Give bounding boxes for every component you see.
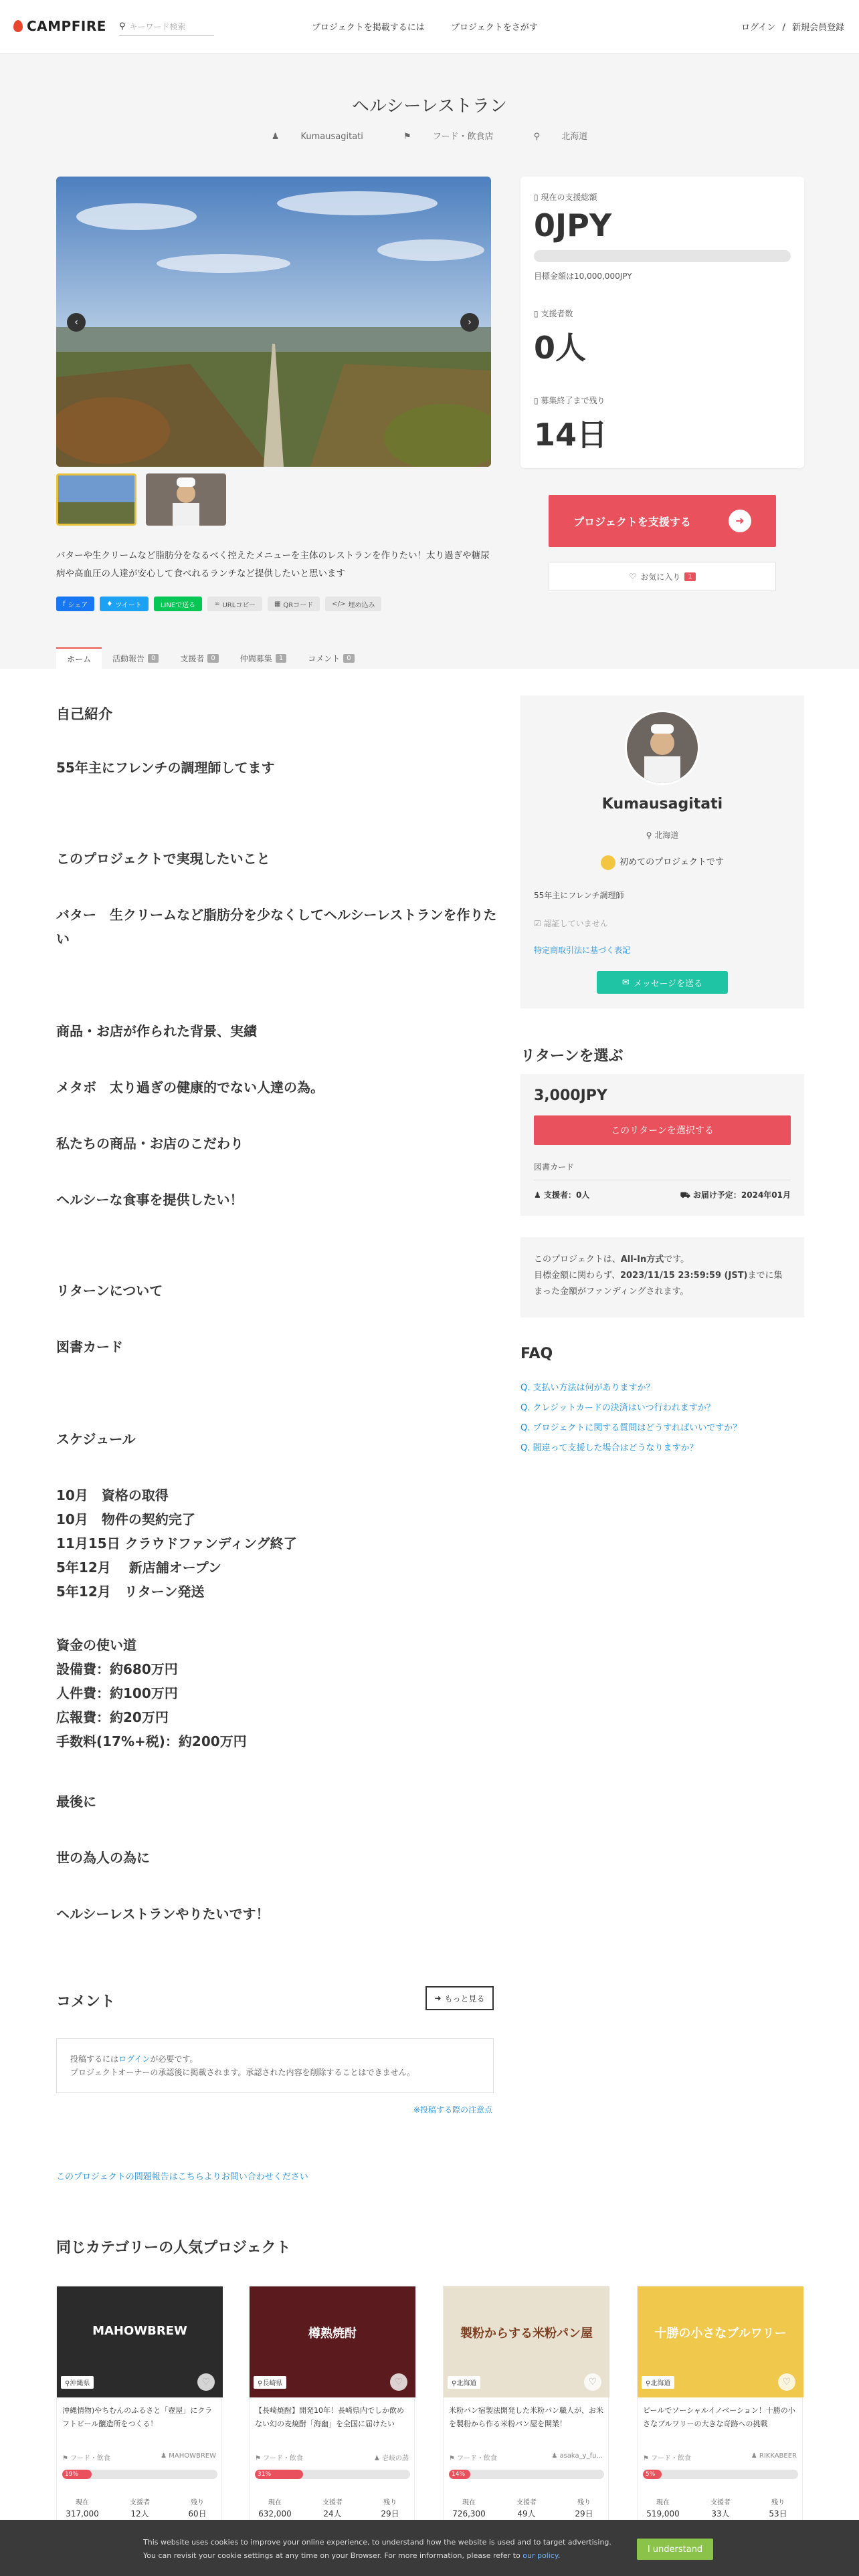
pin-icon: ⚲ — [533, 132, 541, 142]
comments-heading: コメント — [56, 1994, 116, 2010]
card-owner-text: 壱岐の蒸 — [382, 2455, 409, 2462]
send-message-button[interactable] — [597, 971, 728, 994]
campfire-logo[interactable] — [13, 18, 106, 34]
chef-avatar-image — [627, 712, 698, 783]
card-owner-text: asaka_y_fu... — [559, 2452, 603, 2460]
search-icon: ⚲ — [119, 21, 126, 31]
card-location: 沖縄県 — [70, 2380, 90, 2387]
message-label: メッセージを送る — [633, 978, 703, 989]
stat-value: 53日 — [769, 2509, 787, 2518]
allin-text: です。 — [664, 1255, 690, 1265]
project-title: ヘルシーレストラン — [351, 96, 508, 116]
thumbnail-caption: MAHOWBREW — [92, 2324, 187, 2338]
rewards-heading: リターンを選ぶ — [520, 1048, 624, 1065]
reward-supporters — [534, 1189, 589, 1200]
funding-stats-card — [520, 177, 804, 468]
owner-profile: 55年主にフレンチ調理師 — [534, 891, 624, 900]
cookie-text — [143, 2536, 611, 2563]
stat-label: 現在 — [76, 2499, 89, 2506]
owner-location — [520, 829, 804, 841]
stat-value: 317,000 — [66, 2509, 99, 2518]
share-buttons — [56, 597, 381, 611]
card-progress-bar — [62, 2470, 217, 2479]
faq-heading: FAQ — [520, 1346, 553, 1362]
owner-profile-card — [520, 695, 804, 1008]
card-location: 北海道 — [456, 2380, 477, 2387]
qr-label: QRコード — [283, 601, 314, 609]
twitter-icon: ♦ — [106, 600, 113, 608]
tab-label: 活動報告 — [112, 653, 145, 663]
story-background-title — [56, 1019, 498, 1043]
card-title: ビールでソーシャルイノベーション！十勝の小さなブルワリーの大きな奇跡への挑戦 — [643, 2406, 795, 2428]
card-progress-bar — [449, 2470, 604, 2479]
all-in-notice — [520, 1237, 804, 1317]
stat-label: 残り — [191, 2499, 204, 2506]
project-main-image — [56, 177, 491, 467]
user-icon: ♟ — [751, 2452, 757, 2460]
meta-location[interactable] — [524, 132, 597, 142]
card-stat-left — [758, 2498, 798, 2519]
card-category-text: フード・飲食 — [263, 2455, 303, 2462]
card-stat-backers — [120, 2498, 160, 2519]
owner-verification — [534, 918, 608, 929]
tab-count: 1 — [276, 654, 286, 663]
story-commitment — [56, 1188, 498, 1212]
heart-icon[interactable]: ♡ — [584, 2373, 601, 2391]
stat-value: 29日 — [575, 2509, 593, 2518]
story-text: 55年主にフレンチの調理師してます — [56, 760, 275, 776]
yen-icon: ▯ — [534, 193, 539, 202]
stat-value: 29日 — [381, 2509, 399, 2518]
story-closing-1 — [56, 1846, 498, 1870]
stat-value: 726,300 — [452, 2509, 486, 2518]
card-progress-fill: 14% — [449, 2470, 470, 2479]
remaining-label-text: 募集終了まで残り — [541, 396, 605, 405]
card-category-text: フード・飲食 — [457, 2455, 497, 2462]
story-text: 最後に — [56, 1794, 96, 1810]
tag-icon: ⚑ — [449, 2455, 455, 2462]
nav-post-project[interactable]: プロジェクトを掲載するには — [312, 23, 425, 33]
card-category-text: フード・飲食 — [651, 2455, 691, 2462]
card-location-badge — [642, 2376, 674, 2389]
card-title: 沖縄情物)やちむんのふるさと「壺屋」にクラフトビール醸造所をつくる！ — [62, 2406, 213, 2428]
heart-icon: ♡ — [629, 572, 637, 581]
owner-avatar[interactable] — [625, 710, 700, 785]
card-stat-backers — [312, 2498, 353, 2519]
tab-label: ホーム — [67, 654, 92, 664]
heart-icon[interactable]: ♡ — [197, 2373, 215, 2391]
tab-comments[interactable] — [297, 647, 365, 669]
stat-label: 残り — [577, 2499, 591, 2506]
facebook-icon: f — [63, 600, 66, 608]
stat-label: 支援者 — [130, 2499, 150, 2506]
card-owner-text: MAHOWBREW — [169, 2452, 216, 2460]
allin-type: All-In方式 — [620, 1255, 664, 1265]
card-stat-left — [177, 2498, 217, 2519]
stat-label: 現在 — [268, 2499, 282, 2506]
funded-value: 0JPY — [534, 207, 612, 243]
card-owner — [551, 2452, 603, 2460]
tag-icon: ⚑ — [403, 132, 411, 142]
category-name: フード・飲食店 — [432, 132, 494, 142]
schedule-item: 11月15日 クラウドファンディング終了 — [56, 1535, 297, 1551]
arrow-right-icon: ➜ — [434, 1994, 442, 2003]
owner-name[interactable]: Kumausagitati — [601, 796, 723, 813]
meta-owner[interactable] — [262, 132, 373, 142]
cookie-line: This website uses cookies to improve your online experience, to understand how the website is used and to target advertising. — [143, 2538, 611, 2547]
reward-delivery-text: お届け予定：2024年01月 — [692, 1190, 791, 1200]
thumbnail-caption: 十勝の小さなブルワリー — [654, 2327, 787, 2341]
thumbnail-2[interactable] — [146, 473, 226, 526]
line-share-button[interactable] — [154, 597, 202, 611]
users-icon: ▯ — [534, 309, 539, 318]
tab-label: コメント — [308, 653, 341, 663]
card-location-badge — [254, 2376, 286, 2389]
card-stat-backers — [700, 2498, 741, 2519]
schedule-item: 10月 物件の契約完了 — [56, 1511, 195, 1527]
popular-heading: 同じカテゴリーの人気プロジェクト — [56, 2240, 291, 2256]
funds-item: 資金の使い道 — [56, 1637, 136, 1653]
goal-amount: 目標金額は10,000,000JPY — [534, 272, 632, 281]
link-icon: ∞ — [214, 600, 220, 608]
tab-label: 支援者 — [180, 653, 205, 663]
checkbox-icon: ☑ — [534, 919, 541, 928]
reward-delivery — [680, 1189, 791, 1201]
remaining-label — [534, 395, 605, 406]
comment-login-notice — [56, 2038, 494, 2093]
card-progress-bar — [255, 2470, 410, 2479]
allin-text: までに集まった金額がファンディングされます。 — [534, 1271, 783, 1297]
stat-value: 60日 — [188, 2509, 207, 2518]
line-label: LINEで送る — [160, 601, 196, 609]
commercial-law-link[interactable]: 特定商取引法に基づく表記 — [534, 946, 631, 955]
image-prev-button[interactable] — [67, 313, 86, 332]
story-text: 図書カード — [56, 1339, 123, 1355]
badge-icon — [601, 855, 615, 870]
funded-label-text: 現在の支援総額 — [541, 193, 597, 202]
auth-separator: / — [782, 23, 785, 33]
user-icon: ♟ — [534, 1190, 541, 1200]
twitter-label: ツイート — [115, 601, 142, 609]
project-description: バターや生クリームなど脂肪分をなるべく控えたメニューを主体のレストランを作りたい！太り過ぎや糖尿病や高血圧の人達が安心して食べれるランチなど提供したいと思います — [56, 550, 490, 579]
card-title: 【長崎焼酎】開発10年！長崎県内でしか飲めない幻の麦焼酎「海幽」を全国に届けたい — [255, 2406, 404, 2428]
search-input[interactable] — [119, 17, 214, 36]
funded-label — [534, 191, 597, 203]
report-problem-link[interactable]: このプロジェクトの問題報告はこちらよりお問い合わせください — [56, 2172, 308, 2182]
schedule-item: 5年12月 リターン発送 — [56, 1584, 205, 1600]
embed-button[interactable] — [325, 597, 381, 611]
funds-item: 設備費：約680万円 — [56, 1661, 178, 1677]
card-progress-bar — [643, 2470, 798, 2479]
more-label: もっと見る — [444, 1994, 485, 2004]
story-funds — [56, 1633, 498, 1753]
thumbnail-landscape — [58, 475, 136, 526]
tag-icon: ⚑ — [255, 2455, 261, 2462]
stat-value: 33人 — [711, 2509, 730, 2518]
story-closing-title — [56, 1790, 498, 1814]
owner-name: Kumausagitati — [300, 132, 363, 142]
tab-recruit[interactable] — [229, 647, 297, 669]
project-tabs — [56, 647, 365, 669]
card-location-badge — [61, 2376, 94, 2389]
qr-code-button[interactable] — [268, 597, 320, 611]
arrow-right-icon: ➜ — [729, 510, 751, 532]
pin-icon: ⚲ — [646, 831, 652, 840]
story-text: 商品・お店が作られた背景、実績 — [56, 1023, 257, 1039]
user-icon: ♟ — [161, 2452, 167, 2460]
facebook-label: シェア — [68, 601, 88, 609]
chevron-right-icon: › — [468, 317, 472, 328]
select-reward-button[interactable]: このリターンを選択する — [534, 1115, 791, 1145]
tab-count: 0 — [207, 654, 218, 663]
user-icon: ♟ — [271, 132, 280, 142]
logo-text: CAMPFIRE — [27, 18, 106, 34]
card-category — [643, 2452, 691, 2462]
story-intro — [56, 756, 498, 780]
qr-icon: ▦ — [274, 600, 281, 608]
card-location-badge — [448, 2376, 480, 2389]
login-link[interactable]: ログイン — [741, 23, 776, 33]
project-meta — [0, 129, 859, 142]
story-text: バター 生クリームなど脂肪分を少なくしてヘルシーレストランを作りたい — [56, 907, 497, 947]
stat-value: 519,000 — [646, 2509, 680, 2518]
heart-icon[interactable]: ♡ — [778, 2373, 795, 2391]
tab-home[interactable] — [56, 647, 102, 669]
faq-item[interactable]: Q. クレジットカードの決済はいつ行われますか？ — [520, 1403, 715, 1413]
card-stat-left — [564, 2498, 604, 2519]
story-goal — [56, 903, 498, 951]
cookie-banner — [0, 2520, 859, 2576]
funds-item: 手数料(17%+税)：約200万円 — [56, 1733, 247, 1749]
thumbnail-chef — [146, 473, 226, 526]
stat-label: 支援者 — [322, 2499, 343, 2506]
tag-icon: ⚑ — [62, 2455, 68, 2462]
stat-label: 残り — [383, 2499, 397, 2506]
story-text: このプロジェクトで実現したいこと — [56, 851, 270, 867]
allin-deadline: 2023/11/15 23:59:59 (JST) — [619, 1271, 748, 1281]
card-progress-fill: 31% — [255, 2470, 303, 2479]
tab-backers[interactable] — [169, 647, 229, 669]
stat-value: 12人 — [130, 2509, 149, 2518]
pin-icon: ⚲ — [646, 2380, 651, 2387]
story-text: 世の為人の為に — [56, 1850, 150, 1866]
card-location: 北海道 — [650, 2380, 671, 2387]
story-schedule-title — [56, 1427, 498, 1451]
reward-price: 3,000JPY — [534, 1087, 607, 1104]
card-stat-backers — [506, 2498, 547, 2519]
comment-login-link[interactable]: ログイン — [118, 2054, 151, 2064]
comment-text: 投稿するには — [70, 2054, 119, 2064]
card-progress-fill: 5% — [643, 2470, 662, 2479]
card-owner — [161, 2452, 216, 2460]
tag-icon: ⚑ — [643, 2455, 649, 2462]
thumbnail-caption: 製粉からする米粉パン屋 — [460, 2327, 593, 2341]
comments-more-button[interactable] — [425, 1986, 494, 2010]
card-owner — [374, 2452, 409, 2462]
story-schedule — [56, 1483, 498, 1604]
favorite-count: 1 — [684, 572, 695, 581]
site-header — [0, 0, 859, 53]
story-goal-title — [56, 847, 498, 871]
funds-item: 人件費：約100万円 — [56, 1685, 178, 1701]
twitter-share-button[interactable] — [100, 597, 148, 611]
story-return — [56, 1335, 498, 1359]
faq-item[interactable]: Q. プロジェクトに関する質問はどうすればいいですか？ — [520, 1423, 742, 1433]
story-text: ヘルシーレストランやりたいです！ — [56, 1906, 270, 1922]
stat-label: 現在 — [656, 2499, 670, 2506]
card-category — [62, 2452, 110, 2462]
story-commitment-title — [56, 1132, 498, 1156]
tab-label: 仲間募集 — [240, 653, 272, 663]
card-category — [255, 2452, 303, 2462]
stat-label: 現在 — [462, 2499, 476, 2506]
stat-value: 24人 — [323, 2509, 342, 2518]
card-category-text: フード・飲食 — [70, 2455, 110, 2462]
card-location: 長崎県 — [262, 2380, 283, 2387]
facebook-share-button[interactable] — [56, 597, 94, 611]
cookie-policy-link[interactable]: our policy — [522, 2551, 558, 2560]
stat-label: 支援者 — [516, 2499, 537, 2506]
clock-icon: ▯ — [534, 396, 539, 405]
story-text: リターンについて — [56, 1283, 163, 1299]
comment-text: プロジェクトオーナーの承認後に掲載されます。承認された内容を削除することはできません。 — [70, 2068, 415, 2077]
user-icon: ♟ — [551, 2452, 558, 2460]
faq-item[interactable]: Q. 支払い方法は何がありますか？ — [520, 1383, 655, 1393]
cookie-line: . — [557, 2551, 561, 2560]
comment-text: が必要です。 — [150, 2054, 198, 2064]
story-text: ヘルシーな食事を提供したい！ — [56, 1192, 244, 1208]
backers-value: 0人 — [534, 330, 587, 366]
pin-icon: ⚲ — [258, 2380, 263, 2387]
embed-label: 埋め込み — [348, 601, 375, 609]
meta-category[interactable] — [394, 132, 502, 142]
schedule-item: 10月 資格の取得 — [56, 1487, 169, 1503]
tab-activity[interactable] — [102, 647, 169, 669]
pin-icon: ⚲ — [452, 2380, 457, 2387]
funds-item: 広報費：約20万円 — [56, 1709, 169, 1725]
mail-icon: ✉ — [622, 977, 630, 988]
search-placeholder: キーワード検索 — [129, 22, 186, 31]
card-owner-text: RIKKABEER — [759, 2452, 797, 2460]
stat-value: 49人 — [517, 2509, 536, 2518]
reward-card[interactable] — [520, 1074, 804, 1216]
reward-title: 図書カード — [534, 1162, 575, 1172]
card-owner — [751, 2452, 797, 2460]
chevron-left-icon: ‹ — [74, 317, 78, 328]
signup-link[interactable]: 新規会員登録 — [791, 23, 844, 33]
heart-icon[interactable]: ♡ — [390, 2373, 407, 2391]
location-name: 北海道 — [561, 132, 588, 142]
support-label: プロジェクトを支援する — [573, 515, 691, 528]
reward-supporters-text: 支援者：0人 — [543, 1190, 590, 1200]
story-return-title — [56, 1279, 498, 1303]
story-text: 私たちの商品・お店のこだわり — [56, 1136, 244, 1152]
story-background — [56, 1075, 498, 1099]
first-project-text: 初めてのプロジェクトです — [619, 857, 724, 867]
story-heading-intro: 自己紹介 — [56, 706, 112, 722]
backers-label-text: 支援者数 — [541, 309, 573, 318]
thumbnail-caption: 樽熟焼酎 — [308, 2327, 357, 2341]
card-title: 米粉パン宿製法開発した米粉パン職人が、お米を製粉から作る米粉パン屋を開業！ — [449, 2406, 603, 2428]
cookie-accept-button[interactable]: I understand — [637, 2539, 713, 2560]
favorite-button[interactable] — [549, 562, 776, 591]
stat-label: 支援者 — [710, 2499, 731, 2506]
code-icon: </> — [332, 600, 346, 608]
remaining-value: 14日 — [534, 417, 608, 453]
stat-label: 残り — [771, 2499, 785, 2506]
story-text: メタボ 太り過ぎの健康的でない人達の為。 — [56, 1079, 324, 1095]
url-label: URLコピー — [222, 601, 256, 609]
backers-label — [534, 308, 573, 319]
image-next-button[interactable] — [460, 313, 479, 332]
card-category — [449, 2452, 497, 2462]
cookie-line: You can revisit your cookie settings at any time on your Browser. For more information, please refer to — [143, 2551, 523, 2560]
truck-icon: ⛟ — [680, 1190, 690, 1200]
verification-text: 認証していません — [543, 919, 608, 928]
story-text: スケジュール — [56, 1431, 136, 1447]
user-icon: ♟ — [373, 2455, 380, 2462]
landscape-image — [56, 177, 491, 467]
card-progress-fill: 19% — [62, 2470, 92, 2479]
thumbnail-1[interactable] — [56, 473, 136, 526]
allin-text: このプロジェクトは、 — [534, 1255, 621, 1265]
nav-find-project[interactable]: プロジェクトをさがす — [451, 23, 538, 33]
flame-icon — [13, 20, 23, 32]
owner-location-text: 北海道 — [654, 831, 679, 840]
url-copy-button[interactable] — [207, 597, 262, 611]
tab-count: 0 — [343, 654, 354, 663]
story-closing-2 — [56, 1902, 498, 1926]
support-project-button[interactable] — [549, 495, 776, 547]
favorite-label: お気に入り — [640, 572, 681, 582]
faq-item[interactable]: Q. 間違って支援した場合はどうなりますか？ — [520, 1443, 698, 1453]
card-stat-left — [370, 2498, 410, 2519]
stat-value: 632,000 — [258, 2509, 292, 2518]
auth-links — [741, 20, 844, 33]
funding-progress-bar — [534, 250, 791, 262]
pin-icon: ⚲ — [65, 2380, 70, 2387]
tab-count: 0 — [148, 654, 159, 663]
comment-guideline-link[interactable]: ※投稿する際の注意点 — [413, 2105, 493, 2115]
first-project-badge — [520, 855, 804, 870]
schedule-item: 5年12月 新店舗オープン — [56, 1560, 221, 1576]
allin-text: 目標金額に関わらず、 — [534, 1271, 620, 1281]
